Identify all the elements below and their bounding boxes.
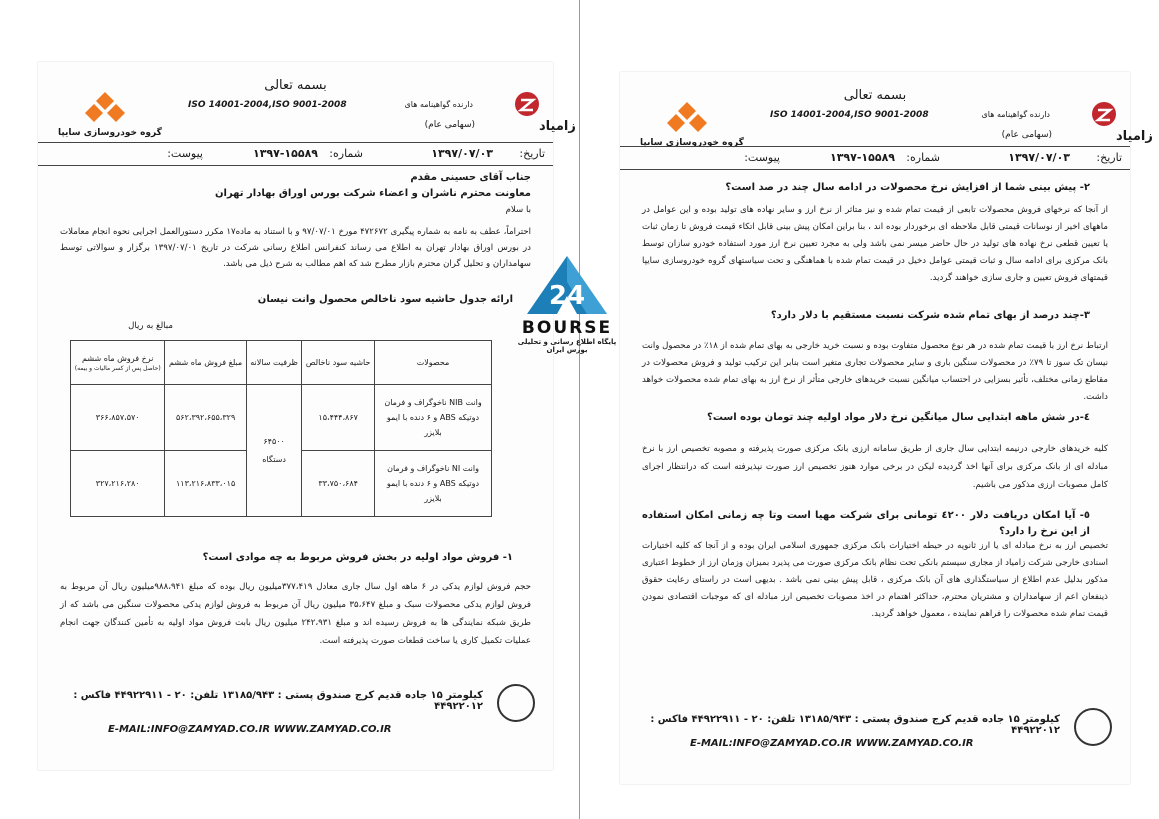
cell-rate: ۳۲۷،۲۱۶،۲۸۰ [71,451,165,517]
th-rate [71,341,165,385]
table-title: ارائه جدول حاشیه سود ناخالص محصول وانت نیسان [257,294,513,305]
recipient-title: معاونت محترم ناشران و اعضاء شرکت بورس اوراق بهادار تهران [214,188,531,199]
answer-2: از آنجا که نرخهای فروش محصولات تابعی از قیمت تمام شده و نیز متاثر از نرخ ارز و سایر نهاده های تولید بوده و این عوامل در ماههای اخیر از نوسانات قیمتی قابل ملاحظه ای برخوردار بوده اند ، بنا براین امکان پیش بینی قابل اتکاء قیمت فروش تا زمان ثبات یا تعیین قطعی نرخ نهاده های تولید در حال حاضر میسر نمی باشد ولی به مجرد تعیین نرخ ارز مورد استفاده خودرو سازان توسط بانک مرکزی برای ادامه سال و ثبات قیمتی عوامل دخیل در قیمت تمام شده با هماهنگی و تحت سیاستهای گروه خودروسازی سایپا قیمتهای فروش تعیین و جاری سازی خواهند گردید. [642,205,1108,283]
date-value: ۱۳۹۷/۰۷/۰۳ [431,147,493,160]
number-label: شماره: [329,147,363,160]
cell-sales: ۵۶۲،۳۹۲،۶۵۵،۳۲۹ [165,385,246,451]
date-label: تاریخ: [1096,151,1122,164]
cell-product: وانت NIB ناخوگراف و فرمان دوتیکه ABS و ۶ دنده با ایمو بلایزر [375,385,492,451]
question-3: ۳-چند درصد از بهای تمام شده شرکت نسبت مستقیم با دلار دارد؟ [770,310,1090,321]
cell-margin: ۳۳،۷۵۰،۶۸۴ [302,451,375,517]
intro-paragraph: احتراماً، عطف به نامه به شماره پیگیری ۴۷۲۶۷۲ مورخ ۹۷/۰۷/۰۱ و با استناد به ماده۱۷ مکرر دستورالعمل اجرایی نحوه انجام معاملات در بورس اوراق بهادار تهران به اطلاع می رساند کنفرانس اطلاع رسانی شرکت در تاریخ ۱۳۹۷/۰۷/۰۱ برگزار و سوالاتی توسط سهامداران و تحلیل گران محترم بازار مطرح شد که اهم مطالب به شرح ذیل می باشد. [60,227,531,269]
bourse-wordmark: BOURSE [521,318,613,338]
certification-stamp-icon [1074,708,1112,746]
bismillah: بسمه تعالی [843,88,907,103]
number-value: ۱۳۹۷-۱۵۵۸۹ [830,151,895,164]
footer-address: کیلومتر ۱۵ جاده قدیم کرج صندوق پستی : ۱۳۱۸۵/۹۴۳ تلفن: ۲۰ - ۴۴۹۲۲۹۱۱ فاکس : ۴۴۹۲۲۰۱۲ [650,714,1060,736]
table-row [71,385,492,451]
page-fold-line [579,0,580,819]
zamyad-logo-icon [481,90,576,134]
margin-table [70,340,492,517]
recipient-name: جناب آقای حسینی مقدم [410,172,531,183]
company-type: (سهامی عام) [424,120,475,130]
cell-margin: ۱۵،۴۴۴،۸۶۷ [302,385,375,451]
question-4: ٤-در شش ماهه ابتدایی سال میانگین نرخ دلار مواد اولیه چند تومان بوده است؟ [707,412,1090,423]
footer-web: E-MAIL:INFO@ZAMYAD.CO.IR WWW.ZAMYAD.CO.IR [690,738,974,749]
iso-label: دارنده گواهینامه های [404,100,473,109]
svg-text:زامیاد: زامیاد [1116,129,1153,144]
date-value: ۱۳۹۷/۰۷/۰۳ [1008,151,1070,164]
iso-certificates: ISO 14001-2004,ISO 9001-2008 [188,100,347,110]
zamyad-logo-icon [1058,100,1153,144]
cell-capacity [246,385,301,517]
iso-label: دارنده گواهینامه های [981,110,1050,119]
capacity-unit: دستگاه [262,455,286,464]
bismillah: بسمه تعالی [264,78,327,93]
svg-text:24: 24 [548,281,586,311]
letter-meta-bar [620,146,1130,170]
cell-product: وانت NI ناخوگراف و فرمان دوتیکه ABS و ۶ دنده با ایمو بلایزر [375,451,492,517]
cell-sales: ۱۱۳،۲۱۶،۸۳۳،۰۱۵ [165,451,246,517]
iso-certificates: ISO 14001-2004,ISO 9001-2008 [770,110,929,120]
number-label: شماره: [906,151,940,164]
attach-label: پیوست: [744,151,780,164]
saipa-logo-icon [662,100,712,136]
answer-4: کلیه خریدهای خارجی درنیمه ابتدایی سال جاری از طریق سامانه ارزی بانک مرکزی صورت پذیرفته و مصوبه تخصیص ارز با نرخ مبادله ای از بانک مرکزی برای آنها اخذ گردیده لیکن در برخی موارد هنوز تخصیص ارز صورت نپذیرفته است که درانتظار اجرای کامل مصوبات ارزی مذکور می باشیم. [642,444,1108,490]
number-value: ۱۳۹۷-۱۵۵۸۹ [253,147,318,160]
saipa-logo-icon [80,90,130,126]
attach-label: پیوست: [167,147,203,160]
bourse-tagline: پایگاه اطلاع رسانی و تحلیلی بورس ایران [517,338,617,354]
saipa-group-name: گروه خودروسازی سایپا [58,128,162,138]
letter-meta-bar [38,142,553,166]
answer-3: ارتباط نرخ ارز با قیمت تمام شده در هر نوع محصول متفاوت بوده و نسبت خرید خارجی به بهای تمام شده از ۱۸٪ در محصول وانت نیسان تک سوز تا ۷۹٪ در محصولات سنگین باری و سایر محصولات تجاری متغیر است بنابر این ترکیب تولید و فروش محصولات در مقاطع زمانی مختلف، تأثیر بسزایی در احتساب میانگین نسبت خریدهای خارجی متأثر از نرخ ارز به بهای تمام شده محصولات خواهد داشت. [642,341,1108,402]
footer-web: E-MAIL:INFO@ZAMYAD.CO.IR WWW.ZAMYAD.CO.IR [108,724,392,735]
date-label: تاریخ: [519,147,545,160]
th-products: محصولات [375,341,492,385]
letter-header [38,90,576,138]
letter-page-2 [620,72,1153,784]
th-sales: مبلغ فروش ماه ششم [165,341,246,385]
question-1: ۱- فروش مواد اولیه در بخش فروش مربوط به چه موادی است؟ [202,552,513,563]
question-5: ٥- آیا امکان دریافت دلار ٤٢٠٠ تومانی برای شرکت مهیا است وتا چه زمانی امکان استفاده از این نرخ را دارد؟ [642,510,1090,537]
greeting: با سلام [505,205,531,215]
footer-address: کیلومتر ۱۵ جاده قدیم کرج صندوق پستی : ۱۳۱۸۵/۹۴۳ تلفن: ۲۰ - ۴۴۹۲۲۹۱۱ فاکس : ۴۴۹۲۲۰۱۲ [73,690,483,712]
svg-text:زامیاد: زامیاد [539,119,576,134]
cell-rate: ۳۶۶،۸۵۷،۵۷۰ [71,385,165,451]
answer-5: تخصیص ارز به نرخ مبادله ای یا ارز ثانویه در حیطه اختیارات بانک مرکزی جمهوری اسلامی ایران بوده و از آنجا که کلیه اختیارات اسنادی خارجی شرکت زامیاد از مجاری سیستم بانکی تحت نظام بانک مرکزی صورت می پذیرد بمیزان وزمان ارز از خطوط اعتباری مذکور بدلیل عدم اطلاع از سیاستگذاری های آن بانک مرکزی ، قابل پیش بینی نمی باشد . بدیهی است در راستای رعایت حقوق ذینفعان اعم از سهامداران و مشتریان محترم، حداکثر اهتمام در اخذ مصوبات تخصیص ارز مبادله ای که موجبات اقتصادی نمودن قیمت تمام شده محصولات را فراهم نماینده ، معمول خواهد گردید. [642,541,1108,619]
th-capacity: ظرفیت سالانه [246,341,301,385]
company-type: (سهامی عام) [1001,130,1052,140]
answer-1: حجم فروش لوازم یدکی در ۶ ماهه اول سال جاری معادل ۳۷۷،۴۱۹میلیون ریال بوده که مبلغ ۹۸۸،۹۴۱میلیون ریال آن مربوط به فروش لوازم یدکی محصولات سبک و مبلغ ۳۵،۶۴۷ میلیون ریال آن مربوط به فروش لوازم یدکی محصولات سنگین می باشد که از طریق شبکه نمایندگی ها به فروش رسیده اند و مبلغ ۲۴۲،۹۳۱ میلیون ریال بابت فروش مواد اولیه به تأمین کنندگان جهت انجام عملیات تکمیل کاری یا ساخت قطعات صورت پذیرفته است. [60,582,531,646]
letter-header [620,100,1153,148]
th-rate-label: نرخ فروش ماه ششم [82,353,154,363]
unit-note: مبالغ به ریال [128,321,173,331]
th-margin: حاشیه سود ناخالص [302,341,375,385]
saipa-group-name: گروه خودروسازی سایپا [640,138,744,148]
question-2: ۲- پیش بینی شما از افزایش نرخ محصولات در ادامه سال چند در صد است؟ [725,182,1090,193]
th-rate-note: (حاصل پس از کسر مالیات و بیمه) [74,364,161,372]
capacity-value: ۶۴۵۰۰ [263,437,285,446]
certification-stamp-icon [497,684,535,722]
